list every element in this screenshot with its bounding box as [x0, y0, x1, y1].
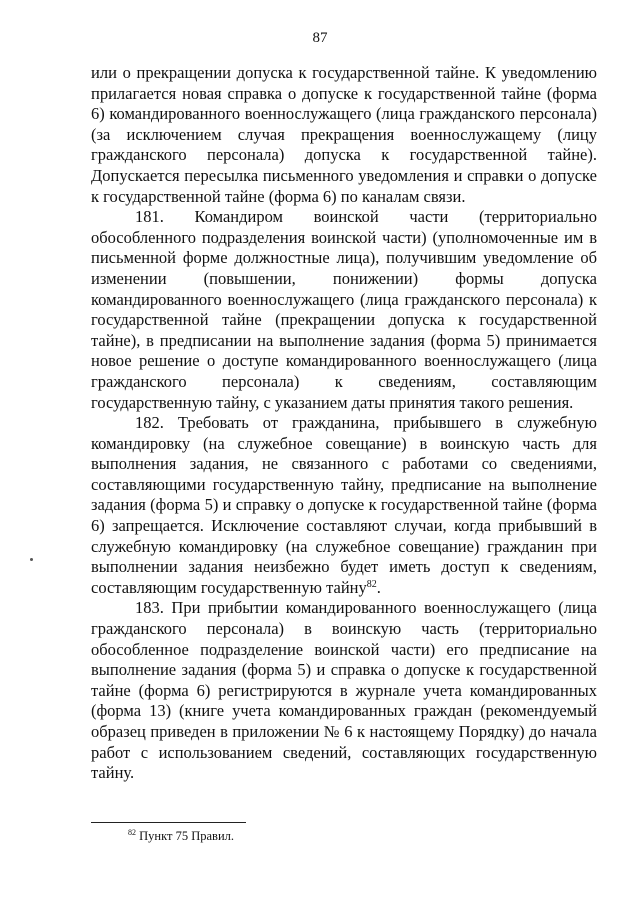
paragraph-text: 181. Командиром воинской части (территориально обособленного подразделения воинской части) (уполномоченные им в письменной форме должностные лица), получившим уведомление об изменении (повышении, понижении) формы допуска командированного военнослужащего (лица гражданского персонала) к государственной тайне (прекращении допуска к государственной тайне), в предписании на выполнение задания (форма 5) принимается новое решение о доступе командированного военнослужащего (лица гражданского персонала) к сведениям, составляющим государственную тайну, с указанием даты принятия такого решения. [91, 207, 597, 412]
body-text [91, 63, 597, 784]
paragraph-183 [91, 598, 597, 783]
footnote [128, 829, 234, 844]
footnote-marker: 82 [128, 828, 136, 837]
paragraph-text: или о прекращении допуска к государственной тайне. К уведомлению прилагается новая справка о допуске к государственной тайне (форма 6) командированного военнослужащего (лица гражданского персонала) (за исключением случая прекращения военнослужащему (лицу гражданского персонала) допуска к государственной тайне). Допускается пересылка письменного уведомления и справки о допуске к государственной тайне (форма 6) по каналам связи. [91, 63, 597, 206]
footnote-text: Пункт 75 Правил. [136, 829, 234, 843]
page-number: 87 [312, 30, 328, 46]
scan-speck [30, 558, 33, 561]
paragraph-text: 182. Требовать от гражданина, прибывшего в служебную командировку (на служебное совещание) в воинскую часть для выполнения задания, не связанного с работами со сведениями, составляющими государственную тайну, предписание на выполнение задания (форма 5) и справку о допуске к государственной тайне (форма 6) запрещается. Исключение составляют случаи, когда прибывший в служебную командировку (на служебное совещание) гражданин при выполнении задания неизбежно будет иметь доступ к сведениям, составляющим государственную тайну [91, 413, 597, 597]
paragraph-181 [91, 207, 597, 413]
paragraph-182 [91, 413, 597, 598]
paragraph-text-end: . [376, 577, 381, 597]
paragraph-text: 183. При прибытии командированного военнослужащего (лица гражданского персонала) в воинскую часть (территориально обособленное подразделение воинской части) его предписание на выполнение задания (форма 5) и справка о допуске к государственной тайне (форма 6) регистрируются в журнале учета командированных (форма 13) (книге учета командированных граждан (рекомендуемый образец приведен в приложении № 6 к настоящему Порядку) до начала работ с использованием сведений, составляющих государственную тайну. [91, 598, 597, 783]
footnote-separator [91, 822, 246, 823]
paragraph-continuation [91, 63, 597, 207]
footnote-reference[interactable]: 82 [366, 578, 377, 590]
